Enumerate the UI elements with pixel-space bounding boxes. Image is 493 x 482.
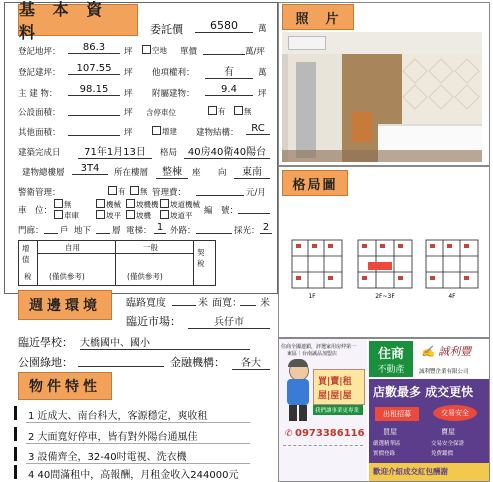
floor-label-3: 4F [448, 293, 456, 300]
feature-bar-3 [14, 447, 17, 461]
feature-bar-1 [14, 406, 17, 420]
feature-rule-2 [26, 443, 250, 444]
other-rights-value: 有 [205, 63, 253, 79]
signature-logo: ✍ 誠利豐 [421, 345, 472, 358]
tax-col-sep-1 [37, 241, 38, 285]
other-area-label: 其他面積： [18, 128, 61, 138]
bank-label: 金融機構： [170, 356, 225, 369]
bank-value: 各大 [232, 354, 270, 370]
feature-1: 1 近成大、南台科大，客源穩定，爽收租 [28, 411, 208, 422]
commission-value: 6580 [195, 19, 253, 33]
floor-label-2: 2F~3F [375, 293, 395, 300]
features-title: 物件特性 [18, 372, 112, 400]
land-area-value: 86.3 [68, 42, 120, 54]
parking-opt-7-checkbox[interactable] [126, 210, 135, 219]
parking-opt-6: 坡平 [96, 210, 121, 221]
parking-opt-8-checkbox[interactable] [160, 210, 169, 219]
face-value: 2 [260, 222, 272, 234]
common-area-line [68, 115, 120, 116]
common-area-label: 公設面積： [18, 108, 61, 118]
brand-box [369, 341, 413, 377]
building-area-value: 107.55 [68, 63, 120, 75]
tax-head-2: 稅 [24, 272, 32, 281]
market-label: 臨近市場： [126, 315, 181, 328]
face-label: 採光： [234, 226, 260, 236]
parking-opt-2-checkbox[interactable] [96, 199, 105, 208]
bottom-banner [369, 463, 489, 481]
mgmt-fee-line [196, 195, 244, 196]
structure-label: 建物結構： [196, 128, 239, 138]
park-line [78, 366, 164, 367]
feature-bar-2 [14, 427, 17, 441]
parking-opt-3: 坡機機 [126, 199, 159, 210]
mgmt-fee-label: 管理費： [152, 188, 187, 198]
tax-head-1: 增值 [22, 244, 30, 264]
ad-top-text: 住商全國連鎖，評選家用房仲第一 [281, 344, 357, 350]
rent-badge: 出租招募 [375, 407, 419, 421]
tax-note-1: (僅供參考) [49, 272, 85, 281]
tax-table [18, 240, 216, 286]
located-value: 整棟 [156, 163, 188, 179]
feature-3: 3 設備齊全，32-40吋電視、洗衣機 [28, 452, 187, 463]
orientation-mid: 向 [218, 168, 227, 178]
tax-col-2: 一般 [143, 243, 158, 252]
parking-opt-5: 車庫 [54, 210, 79, 221]
mgmt-none-option: 無 [130, 186, 148, 197]
feature-2: 2 大面寬好停車，皆有對外陽台通風佳 [28, 432, 198, 443]
ad-col1-title: 買屋 [383, 428, 397, 436]
parking-label: 車 位： [18, 206, 53, 216]
ad-top-sub: 東區｜台南誠品加盟店 [287, 351, 338, 357]
feature-bar-4 [14, 465, 17, 479]
photo-title: 照 片 [282, 4, 354, 30]
trust-banner: 我們讓事業更專業 [313, 405, 363, 415]
addon-option: 增建 [152, 126, 177, 137]
other-area-unit: 坪 [124, 128, 133, 138]
empty-land-checkbox[interactable] [142, 45, 151, 54]
ad-slogan: 店數最多 成交更快 [373, 385, 474, 399]
built-date-value: 71年1月13日 [78, 143, 152, 159]
none-checkbox[interactable] [234, 106, 243, 115]
road-line [196, 233, 232, 234]
ad-col2-line1: 交易安全保證 [431, 441, 465, 447]
layout-value: 40房40衛40陽台 [184, 143, 270, 159]
frontage-unit: 米 [260, 298, 270, 309]
phone-icon: ✆ [285, 429, 293, 439]
park-label: 公園綠地： [18, 356, 73, 369]
orientation-label: 座 [192, 168, 201, 178]
slogan-bar [369, 379, 489, 481]
feature-4: 4 40間滿租中，高報酬，月租金收入244000元 [28, 470, 239, 481]
ad-bottom-text: 歡迎介紹成交紅包酬謝 [373, 467, 448, 476]
ad-banner [278, 338, 490, 482]
floorplan-title: 格局圖 [282, 170, 348, 196]
market-value: 兵仔市 [188, 313, 270, 329]
number-line [238, 213, 270, 214]
basement-unit: 層 [112, 226, 121, 236]
structure-value: RC [246, 123, 270, 135]
land-area-label: 登記地坪： [18, 47, 61, 57]
ad-col2-title: 賣屋 [441, 428, 455, 436]
door-line [44, 233, 58, 234]
ad-col1-line1: 嚴選精華區 [373, 441, 401, 447]
school-value: 大橋國中、國小 [80, 334, 250, 350]
ad-left [279, 339, 367, 481]
parking-opt-7: 坡機 [126, 210, 151, 221]
tax-col-sep-2 [115, 241, 116, 285]
other-rights-unit: 萬 [258, 68, 267, 78]
main-building-unit: 坪 [124, 89, 133, 99]
none-option: 無 [234, 106, 252, 117]
deed-head: 契稅 [197, 248, 205, 268]
floors-label: 建物總樓層 [22, 168, 65, 178]
mgmt-none-checkbox[interactable] [130, 186, 139, 195]
parking-opt-4-checkbox[interactable] [160, 199, 169, 208]
annex-value: 9.4 [205, 84, 253, 96]
frontage-line [240, 305, 256, 306]
built-date-label: 建築完成日 [18, 148, 61, 158]
tax-col-sep-3 [193, 241, 194, 285]
parking-opt-6-checkbox[interactable] [96, 210, 105, 219]
unit-price-label: 單價 [180, 47, 198, 57]
parking-opt-3-checkbox[interactable] [126, 199, 135, 208]
surrounding-title: 週邊環境 [18, 290, 112, 320]
deal-badge: 交易安全 [433, 405, 477, 421]
school-label: 臨近學校： [18, 336, 73, 349]
basement-line [96, 233, 110, 234]
located-label: 所在樓層 [114, 168, 149, 178]
other-area-line [68, 135, 120, 136]
annex-label: 附屬建物： [152, 89, 195, 99]
frontage-label: 面寬： [212, 298, 242, 309]
road-label: 外路： [170, 226, 196, 236]
mgmt-label: 警衛管理： [18, 188, 61, 198]
building-area-unit: 坪 [124, 68, 133, 78]
feature-rule-3 [26, 463, 250, 464]
tax-note-2: (僅供參考) [127, 272, 163, 281]
parking-opt-1: 無 [54, 199, 72, 210]
road-width-line [172, 305, 196, 306]
feature-rule-1 [26, 422, 250, 423]
basement-label: 地下 [74, 226, 92, 236]
parking-opt-4: 坡道機械 [160, 199, 200, 210]
mgmt-has-checkbox[interactable] [108, 186, 117, 195]
tax-row-sep [37, 253, 193, 254]
ad-phone[interactable]: 0973386116 [295, 428, 365, 439]
elevator-value: 1 [154, 222, 166, 234]
door-label: 門廊： [18, 226, 44, 236]
brand-top: 住商 [377, 347, 404, 362]
addon-checkbox[interactable] [152, 126, 161, 135]
mgmt-fee-unit: 元/月 [246, 188, 266, 198]
parking-opt-5-checkbox[interactable] [54, 210, 63, 219]
door-unit: 戶 [60, 226, 69, 236]
ad-col2-line2: 免費鑑價 [431, 451, 454, 457]
parking-opt-2: 機械 [96, 199, 121, 210]
elevator-label: 電梯： [126, 226, 152, 236]
basic-info-title: 基 本 資 料 [18, 4, 138, 36]
mgmt-has-option: 有 [108, 186, 126, 197]
commission-label: 委託價 [150, 23, 183, 36]
annex-unit: 坪 [258, 89, 267, 99]
parking-opt-8: 坡道平 [160, 210, 193, 221]
buy-sign: 買|賣|租 屋|屋|屋 [313, 369, 365, 405]
road-width-unit: 米 [198, 298, 208, 309]
main-building-label: 主 建 物： [18, 89, 58, 99]
other-rights-label: 他項權利： [152, 68, 195, 78]
main-building-value: 98.15 [68, 84, 120, 96]
layout-label: 格局 [160, 148, 178, 158]
commission-unit: 萬 [258, 24, 267, 34]
unit-price-unit: 萬/坪 [245, 47, 265, 57]
mascot [285, 361, 311, 423]
floors-value: 3T4 [72, 163, 108, 175]
includes-parking-label: 含停車位 [146, 108, 176, 117]
ad-col1-line2: 實價登錄 [373, 451, 396, 457]
ad-company: 誠利豐企業有限公司 [419, 369, 469, 375]
orientation-value: 東南 [234, 163, 270, 179]
has-checkbox[interactable] [208, 106, 217, 115]
tax-col-1: 自用 [65, 243, 80, 252]
room-photo [282, 32, 482, 162]
floor-label-1: 1F [308, 293, 316, 300]
parking-opt-1-checkbox[interactable] [54, 199, 63, 208]
road-width-label: 臨路寬度 [126, 298, 166, 309]
number-label: 編 號： [204, 206, 239, 216]
has-option: 有 [208, 106, 226, 117]
empty-land-check: 空地 [142, 45, 167, 56]
land-area-unit: 坪 [124, 47, 133, 57]
common-area-unit: 坪 [124, 108, 133, 118]
building-area-label: 登記建坪： [18, 68, 61, 78]
unit-price-line [203, 54, 245, 55]
floorplan-drawing [282, 198, 486, 332]
brand-bottom: 不動產 [377, 365, 405, 375]
